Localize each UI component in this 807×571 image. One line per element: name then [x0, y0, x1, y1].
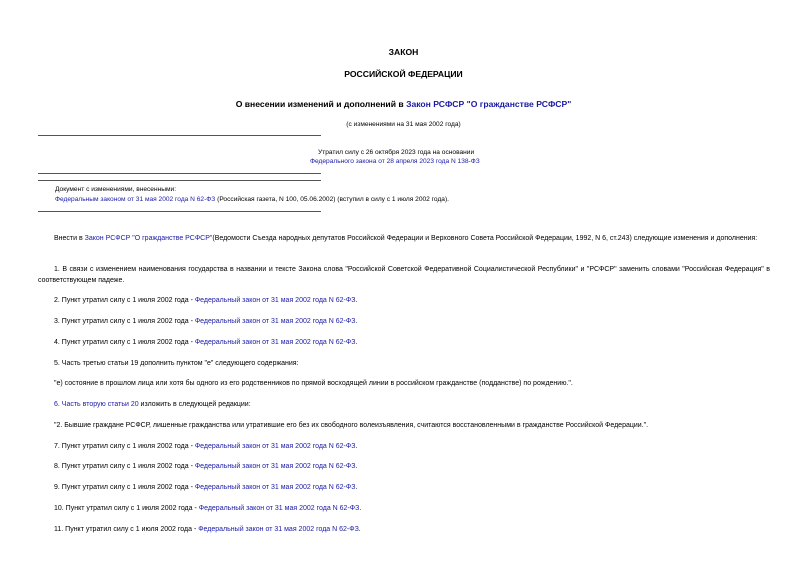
changes-law-link[interactable]: Федеральным законом от 31 мая 2002 года N 62-ФЗ: [55, 196, 216, 203]
item-2-text: 2. Пункт утратил силу с 1 июля 2002 года -: [54, 297, 195, 304]
item-11-text: 11. Пункт утратил силу с 1 июля 2002 года -: [54, 526, 199, 533]
item-11: [54, 525, 361, 536]
divider: [38, 211, 321, 212]
item-10-text: 10. Пункт утратил силу с 1 июля 2002 года -: [54, 505, 199, 512]
item-7-link[interactable]: Федеральный закон от 31 мая 2002 года N 62-ФЗ: [194, 443, 356, 450]
item-11-link[interactable]: Федеральный закон от 31 мая 2002 года N 62-ФЗ: [198, 526, 359, 533]
document-title: ЗАКОН: [388, 47, 419, 57]
item-9-period: .: [355, 484, 358, 491]
item-3-text: 3. Пункт утратил силу с 1 июля 2002 года -: [54, 318, 195, 325]
item-5: 5. Часть третью статьи 19 дополнить пунктом "е" следующего содержания:: [54, 360, 299, 367]
item-8-link[interactable]: Федеральный закон от 31 мая 2002 года N 62-ФЗ: [194, 463, 356, 470]
item-10-period: .: [359, 505, 362, 512]
document-subtitle: РОССИЙСКОЙ ФЕДЕРАЦИИ: [344, 69, 463, 79]
item-7-text: 7. Пункт утратил силу с 1 июля 2002 года -: [54, 443, 195, 450]
status-line: Утратил силу с 26 октября 2023 года на основании: [318, 149, 475, 156]
item-4-text: 4. Пункт утратил силу с 1 июля 2002 года -: [54, 339, 195, 346]
item-8-period: .: [355, 463, 358, 470]
item-10-link[interactable]: Федеральный закон от 31 мая 2002 года N 62-ФЗ: [198, 505, 360, 512]
item-2-link[interactable]: Федеральный закон от 31 мая 2002 года N 62-ФЗ: [194, 297, 356, 304]
changes-label: Документ с изменениями, внесенными:: [55, 186, 177, 193]
item-11-period: .: [358, 526, 361, 533]
divider: [38, 180, 321, 181]
item-10: [54, 504, 361, 515]
item-6-quote: "2. Бывшие граждане РСФСР, лишенные гражданства или утратившие его без их свободного волеизъявления, считаются восстановленными в гражданстве Российской Федерации.".: [54, 422, 649, 429]
item-9-text: 9. Пункт утратил силу с 1 июля 2002 года -: [54, 484, 195, 491]
item-2-period: .: [355, 297, 358, 304]
item-4-period: .: [355, 339, 358, 346]
heading-text: О внесении изменений и дополнений в: [235, 99, 407, 109]
intro-law-link[interactable]: Закон РСФСР "О гражданстве РСФСР": [84, 235, 213, 242]
changes-reference-text: (Российская газета, N 100, 05.06.2002) (вступил в силу с 1 июля 2002 года).: [215, 196, 449, 203]
item-5-quote: "е) состояние в прошлом лица или хотя бы одного из его родственников по прямой восходящей линии в российском гражданстве (подданстве) по рождению.".: [54, 380, 573, 387]
intro-text: Внести в: [54, 235, 85, 242]
document-heading: [0, 99, 807, 109]
item-9: [54, 483, 357, 494]
edition-note: (с изменениями на 31 мая 2002 года): [346, 121, 461, 128]
item-2: [54, 296, 357, 307]
item-7: [54, 442, 357, 453]
intro-paragraph: [38, 234, 770, 245]
item-8-text: 8. Пункт утратил силу с 1 июля 2002 года -: [54, 463, 195, 470]
item-1: 1. В связи с изменением наименования государства в названии и тексте Закона слова "Российской Советской Федеративной Социалистической Республики" и "РСФСР" заменить словами "Российская Федерация" в соответствующем падеже.: [38, 266, 770, 284]
divider: [38, 135, 321, 136]
item-3-period: .: [355, 318, 358, 325]
item-8: [54, 462, 357, 473]
item-6-link[interactable]: Часть вторую статьи 20: [61, 401, 139, 408]
status-repeal-link[interactable]: Федерального закона от 28 апреля 2023 года N 138-ФЗ: [310, 158, 480, 165]
intro-rest: (Ведомости Съезда народных депутатов Российской Федерации и Верховного Совета Российской Федерации, 1992, N 6, ст.243) следующие изменения и дополнения:: [212, 235, 758, 242]
item-4-link[interactable]: Федеральный закон от 31 мая 2002 года N 62-ФЗ: [194, 339, 356, 346]
item-3: [54, 317, 357, 328]
item-7-period: .: [355, 443, 358, 450]
item-6-number: 6.: [54, 401, 62, 408]
item-4: [54, 338, 357, 349]
item-3-link[interactable]: Федеральный закон от 31 мая 2002 года N 62-ФЗ: [194, 318, 356, 325]
item-9-link[interactable]: Федеральный закон от 31 мая 2002 года N 62-ФЗ: [194, 484, 356, 491]
item-6: [54, 400, 251, 411]
heading-law-link[interactable]: Закон РСФСР "О гражданстве РСФСР": [406, 99, 572, 109]
divider: [38, 173, 321, 174]
item-6-text: изложить в следующей редакции:: [138, 401, 251, 408]
changes-reference: [55, 196, 449, 203]
